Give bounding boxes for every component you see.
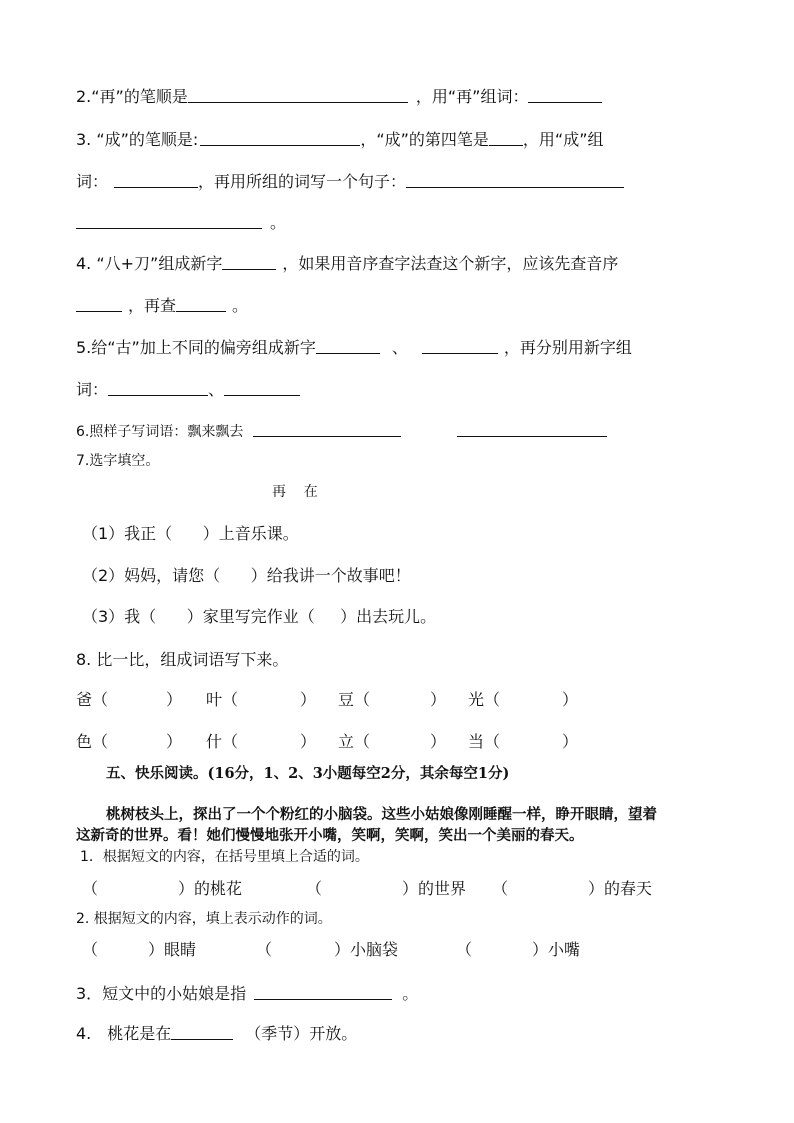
word-cell: ）	[430, 732, 447, 751]
question-4: 4. “八+刀”组成新字 ，如果用音序查字法查这个新字，应该先查音序	[76, 254, 619, 273]
question-4-line2: ，再查 。	[76, 296, 248, 316]
reading-answer: ）眼睛	[148, 940, 197, 959]
reading-passage: 这新奇的世界。看！她们慢慢地张开小嘴，笑啊，笑啊，笑出一个美丽的春天。	[76, 827, 584, 844]
word-cell: 立（	[338, 732, 371, 751]
question-5-line2: 词： 、	[76, 380, 300, 400]
answer-blank[interactable]	[176, 297, 226, 312]
reading-answer: ）的桃花	[178, 879, 243, 898]
reading-answer: ）小嘴	[532, 940, 581, 959]
answer-blank[interactable]	[188, 88, 408, 103]
reading-question-1: 1．根据短文的内容，在括号里填上合适的词。	[80, 849, 369, 865]
answer-blank[interactable]	[114, 173, 198, 188]
word-cell: 爸（	[76, 690, 109, 709]
reading-answer: （	[82, 940, 99, 959]
question-3: 3. “成”的笔顺是: ，“成”的第四笔是 ，用“成”组	[76, 130, 604, 149]
answer-blank[interactable]	[254, 985, 392, 1000]
section-5-title: 五、快乐阅读。(16分，1、2、3小题每空2分，其余每空1分)	[106, 765, 510, 782]
word-cell: 什（	[206, 732, 239, 751]
word-cell: 色（	[76, 732, 109, 751]
answer-blank[interactable]	[108, 381, 208, 396]
answer-blank[interactable]	[316, 339, 380, 354]
reading-answer: （	[306, 879, 323, 898]
question-7-title: 7.选字填空。	[76, 453, 160, 469]
question-8-title: 8. 比一比，组成词语写下来。	[76, 650, 289, 669]
question-3-line3: 。	[76, 213, 286, 233]
word-cell: 光（	[468, 690, 501, 709]
answer-blank[interactable]	[457, 422, 607, 437]
word-cell: 叶（	[206, 690, 239, 709]
answer-blank[interactable]	[200, 131, 360, 146]
reading-answer: （	[456, 940, 473, 959]
word-cell: 当（	[468, 732, 501, 751]
word-cell: ）	[562, 690, 579, 709]
question-7-item: （3）我（ ）家里写完作业（ ）出去玩儿。	[82, 607, 437, 626]
reading-question-3: 3．短文中的小姑娘是指 。	[76, 984, 419, 1003]
choice-chars: 再 在	[272, 484, 318, 500]
reading-question-4: 4. 桃花是在 （季节）开放。	[76, 1024, 358, 1043]
answer-blank[interactable]	[171, 1025, 233, 1040]
answer-blank[interactable]	[406, 173, 624, 188]
question-6: 6.照样子写词语：飘来飘去	[76, 422, 607, 441]
reading-answer: ）的世界	[402, 879, 467, 898]
word-cell: 豆（	[338, 690, 371, 709]
word-cell: ）	[562, 732, 579, 751]
answer-blank[interactable]	[222, 255, 276, 270]
word-cell: ）	[300, 690, 317, 709]
word-cell: ）	[300, 732, 317, 751]
answer-blank[interactable]	[253, 422, 401, 437]
answer-blank[interactable]	[76, 297, 122, 312]
word-cell: ）	[166, 690, 183, 709]
reading-question-2: 2. 根据短文的内容，填上表示动作的词。	[76, 911, 332, 927]
answer-blank[interactable]	[489, 131, 523, 146]
answer-blank[interactable]	[224, 381, 300, 396]
reading-answer: ）小脑袋	[334, 940, 399, 959]
answer-blank[interactable]	[528, 88, 602, 103]
word-cell: ）	[430, 690, 447, 709]
answer-blank[interactable]	[76, 214, 262, 229]
reading-answer: （	[256, 940, 273, 959]
question-7-item: （2）妈妈，请您（ ）给我讲一个故事吧！	[82, 566, 411, 585]
question-5: 5.给“古”加上不同的偏旁组成新字 、 ，再分别用新字组	[76, 338, 632, 357]
reading-answer: （	[82, 879, 99, 898]
word-cell: ）	[166, 732, 183, 751]
answer-blank[interactable]	[422, 339, 498, 354]
reading-answer: （	[492, 879, 509, 898]
question-2: 2.“再”的笔顺是 ，用“再”组词：	[76, 87, 602, 107]
question-3-line2: 词： ，再用所组的词写一个句子：	[76, 172, 624, 192]
reading-passage: 桃树枝头上，探出了一个个粉红的小脑袋。这些小姑娘像刚睡醒一样，睁开眼睛，望着	[106, 806, 657, 823]
question-7-item: （1）我正（ ）上音乐课。	[82, 524, 299, 543]
reading-answer: ）的春天	[588, 879, 653, 898]
